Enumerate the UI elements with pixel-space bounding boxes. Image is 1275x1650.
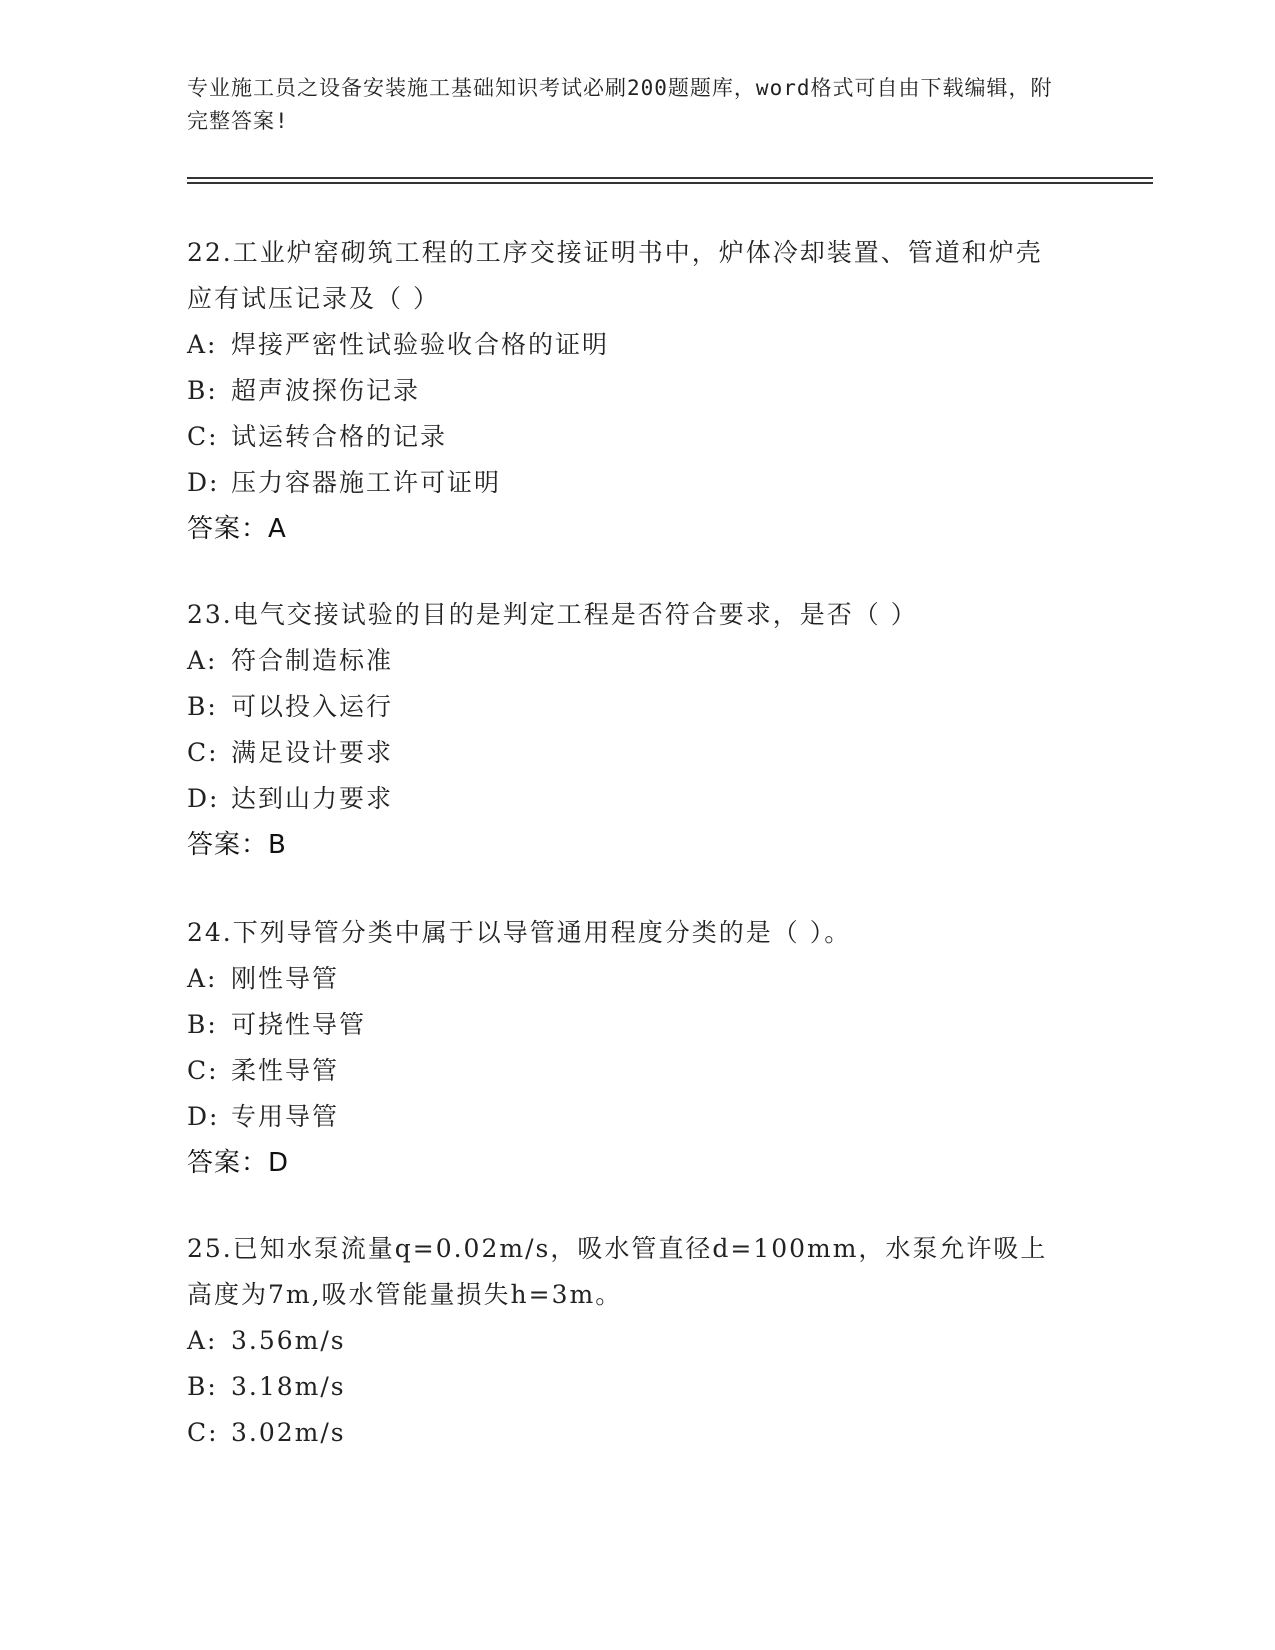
- header-title: 专业施工员之设备安装施工基础知识考试必刷200题题库，word格式可自由下载编辑，附完整答案!: [187, 76, 1053, 133]
- option-a: [187, 322, 1067, 368]
- question-25: [187, 1226, 1067, 1456]
- option-text: 压力容器施工许可证明: [231, 468, 502, 497]
- option-text: 符合制造标准: [231, 646, 394, 675]
- option-letter: C:: [187, 422, 219, 451]
- option-letter: B:: [187, 692, 218, 721]
- option-letter: C:: [187, 1056, 219, 1085]
- option-text: 可挠性导管: [231, 1010, 367, 1039]
- option-d: [187, 1094, 1067, 1140]
- option-letter: B:: [187, 1372, 218, 1401]
- question-23: [187, 592, 1067, 868]
- question-24: [187, 910, 1067, 1186]
- option-letter: A:: [187, 330, 218, 359]
- option-b: [187, 1364, 1067, 1410]
- option-d: [187, 776, 1067, 822]
- option-letter: D:: [187, 1102, 220, 1131]
- option-c: [187, 730, 1067, 776]
- option-letter: A:: [187, 646, 218, 675]
- option-b: [187, 368, 1067, 414]
- option-d: [187, 460, 1067, 506]
- answer-line: 答案：B: [187, 830, 287, 860]
- option-letter: A:: [187, 1326, 218, 1355]
- option-text: 3.56m/s: [231, 1326, 346, 1355]
- option-c: [187, 414, 1067, 460]
- option-text: 刚性导管: [231, 964, 340, 993]
- question-stem: 24.下列导管分类中属于以导管通用程度分类的是（ ）。: [187, 918, 852, 947]
- header-divider-bottom: [187, 182, 1153, 184]
- question-stem: 23.电气交接试验的目的是判定工程是否符合要求，是否（ ）: [187, 600, 918, 629]
- option-a: [187, 1318, 1067, 1364]
- question-stem: 25.已知水泵流量q=0.02m/s，吸水管直径d=100mm，水泵允许吸上高度为7m,吸水管能量损失h=3m。: [187, 1234, 1048, 1309]
- option-text: 达到山力要求: [231, 784, 394, 813]
- option-letter: D:: [187, 784, 220, 813]
- option-c: [187, 1048, 1067, 1094]
- option-text: 可以投入运行: [231, 692, 394, 721]
- option-text: 专用导管: [231, 1102, 340, 1131]
- option-b: [187, 1002, 1067, 1048]
- question-stem: 22.工业炉窑砌筑工程的工序交接证明书中，炉体冷却装置、管道和炉壳应有试压记录及（ ）: [187, 238, 1043, 313]
- option-a: [187, 638, 1067, 684]
- option-a: [187, 956, 1067, 1002]
- option-c: [187, 1410, 1067, 1456]
- option-text: 超声波探伤记录: [231, 376, 421, 405]
- question-22: [187, 230, 1067, 552]
- option-text: 焊接严密性试验验收合格的证明: [231, 330, 610, 359]
- option-letter: B:: [187, 376, 218, 405]
- option-letter: A:: [187, 964, 218, 993]
- answer-line: 答案：A: [187, 514, 287, 544]
- answer-line: 答案：D: [187, 1148, 290, 1178]
- option-letter: B:: [187, 1010, 218, 1039]
- option-text: 3.18m/s: [231, 1372, 346, 1401]
- document-header: [187, 72, 1067, 138]
- header-divider-top: [187, 177, 1153, 179]
- option-text: 柔性导管: [231, 1056, 340, 1085]
- option-letter: D:: [187, 468, 220, 497]
- option-text: 3.02m/s: [231, 1418, 346, 1447]
- option-text: 试运转合格的记录: [231, 422, 448, 451]
- option-text: 满足设计要求: [231, 738, 394, 767]
- option-b: [187, 684, 1067, 730]
- option-letter: C:: [187, 1418, 219, 1447]
- option-letter: C:: [187, 738, 219, 767]
